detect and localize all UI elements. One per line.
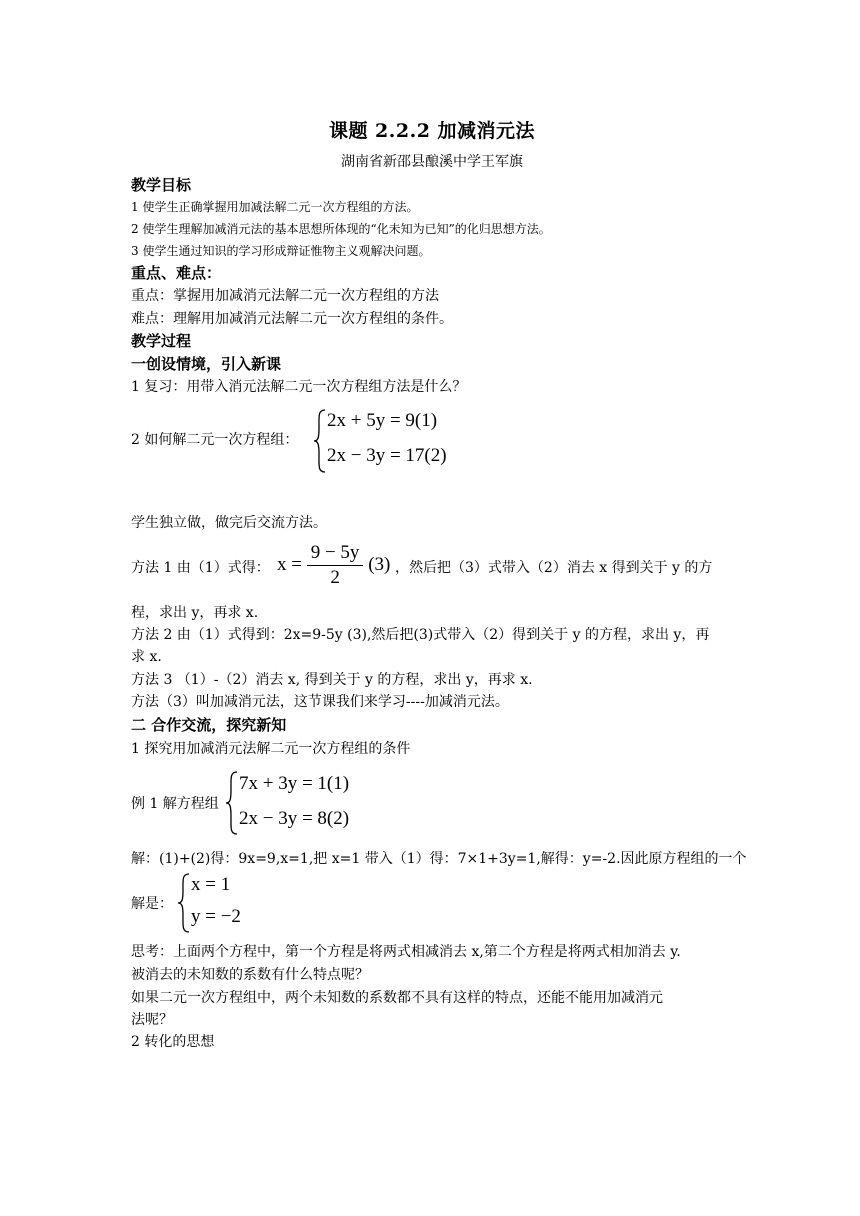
key-point-text: 重点：掌握用加减消元法解二元一次方程组的方法 bbox=[131, 288, 439, 304]
left-brace-icon bbox=[312, 408, 328, 474]
fraction-denominator: 2 bbox=[330, 567, 340, 588]
method-1-suffix: ，然后把（3）式带入（2）消去 x 得到关于 y 的方 bbox=[395, 560, 713, 576]
question-2-label: 2 如何解二元一次方程组： bbox=[131, 432, 299, 448]
fraction-numerator: 9 − 5y bbox=[307, 541, 364, 566]
method-2-line-2: 求 x. bbox=[131, 649, 162, 665]
example-1-label: 例 1 解方程组 bbox=[131, 796, 219, 812]
method-2-line-1: 方法 2 由（1）式得到：2x=9-5y (3),然后把(3)式带入（2）得到关于 y 的方程，求出 y，再 bbox=[131, 627, 710, 643]
think-line-4: 法呢？ bbox=[131, 1012, 173, 1028]
equation-1: 2x + 5y = 9(1) bbox=[327, 410, 438, 431]
left-brace-icon bbox=[224, 770, 240, 836]
equation-tag: (3) bbox=[368, 553, 391, 575]
think-line-1: 思考：上面两个方程中，第一个方程是将两式相减消去 x,第二个方程是将两式相加消去 y. bbox=[131, 944, 681, 960]
method-1-continued: 程，求出 y，再求 x. bbox=[131, 605, 259, 621]
question-1: 1 复习：用带入消元法解二元一次方程组方法是什么？ bbox=[131, 379, 467, 395]
equation-2: 2x − 3y = 17(2) bbox=[327, 445, 447, 466]
example-equation-2: 2x − 3y = 8(2) bbox=[239, 808, 350, 829]
difficult-point-text: 难点：理解用加减消元法解二元一次方程组的条件。 bbox=[131, 311, 453, 327]
fraction bbox=[307, 541, 364, 590]
explore-1-text: 1 探究用加减消元法解二元一次方程组的条件 bbox=[131, 741, 411, 757]
think-line-2: 被消去的未知数的系数有什么特点呢？ bbox=[131, 967, 369, 983]
student-work-text: 学生独立做，做完后交流方法。 bbox=[131, 515, 327, 531]
process-heading: 教学过程 bbox=[131, 332, 192, 350]
solution-equation-1: x = 1 bbox=[191, 874, 231, 895]
objective-item: 3 使学生通过知识的学习形成辩证惟物主义观解决问题。 bbox=[131, 244, 431, 258]
solution-equation-2: y = −2 bbox=[191, 906, 241, 927]
solution-text: 解：(1)+(2)得：9x=9,x=1,把 x=1 带入（1）得：7×1+3y=1,解得：y=-2.因此原方程组的一个 bbox=[131, 851, 747, 867]
page-title: 课题 2.2.2 加减消元法 bbox=[328, 120, 536, 142]
method-3-text: 方法 3 （1）-（2）消去 x, 得到关于 y 的方程，求出 y，再求 x. bbox=[131, 672, 533, 688]
method-3-note: 方法（3）叫加减消元法，这节课我们来学习----加减消元法。 bbox=[131, 694, 509, 710]
think-line-3: 如果二元一次方程组中，两个未知数的系数都不具有这样的特点，还能不能用加减消元 bbox=[131, 990, 663, 1006]
method-1-formula bbox=[277, 541, 390, 590]
key-points-heading: 重点、难点： bbox=[131, 264, 222, 282]
objective-item: 1 使学生正确掌握用加减法解二元一次方程组的方法。 bbox=[131, 200, 419, 214]
author-line: 湖南省新邵县酿溪中学王军旗 bbox=[341, 154, 523, 170]
solution-prefix: 解是： bbox=[131, 896, 173, 912]
section-heading-1: 一创设情境，引入新课 bbox=[131, 355, 282, 373]
example-equation-1: 7x + 3y = 1(1) bbox=[239, 773, 350, 794]
objectives-heading: 教学目标 bbox=[131, 176, 192, 194]
explore-2-text: 2 转化的思想 bbox=[131, 1034, 215, 1050]
method-1-label: 方法 1 由（1）式得： bbox=[131, 560, 270, 576]
section-heading-2: 二 合作交流，探究新知 bbox=[131, 716, 287, 734]
left-brace-icon bbox=[176, 872, 192, 934]
objective-item: 2 使学生理解加减消元法的基本思想所体现的“化未知为已知”的化归思想方法。 bbox=[131, 222, 551, 236]
formula-lhs: x = bbox=[277, 553, 302, 575]
